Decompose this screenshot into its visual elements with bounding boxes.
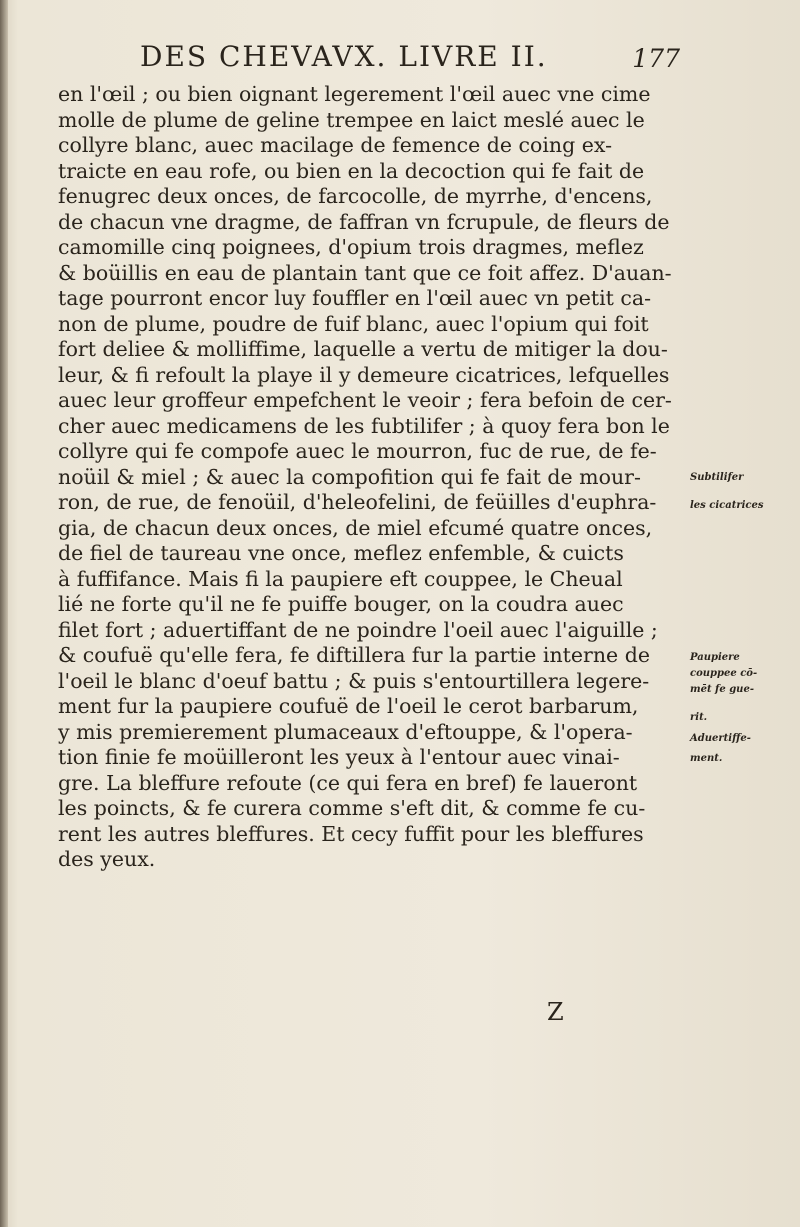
text-line: tage pourront encor luy fouffler en l'œil auec vn petit ca- bbox=[58, 286, 652, 310]
text-line: ment fur la paupiere coufuë de l'oeil le cerot barbarum, bbox=[58, 694, 639, 718]
text-line: ron, de rue, de fenoüil, d'heleofelini, de feüilles d'euphra- bbox=[58, 490, 657, 514]
text-line: y mis premierement plumaceaux d'eftouppe, & l'opera- bbox=[58, 719, 633, 744]
margin-note: les cicatrices bbox=[690, 500, 764, 511]
text-line: collyre qui fe compofe auec le mourron, fuc de rue, de fe- bbox=[58, 439, 657, 463]
text-line: & boüillis en eau de plantain tant que ce foit affez. D'auan- bbox=[58, 260, 672, 285]
margin-note: rit. bbox=[690, 712, 708, 723]
margin-note: ment. bbox=[690, 753, 723, 764]
text-line: de chacun vne dragme, de faffran vn fcrupule, de fleurs de bbox=[58, 209, 670, 234]
text-line: lié ne forte qu'il ne fe puiffe bouger, on la coudra auec bbox=[58, 592, 624, 616]
text-line: leur, & fi refoult la playe il y demeure cicatrices, lefquelles bbox=[58, 362, 670, 387]
text-line: les poincts, & fe curera comme s'eft dit, & comme fe cu- bbox=[58, 796, 646, 820]
signature-mark: Z bbox=[547, 998, 564, 1026]
page-gutter bbox=[0, 0, 8, 1227]
text-line: rent les autres bleffures. Et cecy fuffit pour les bleffures bbox=[58, 821, 644, 846]
text-line: traicte en eau rofe, ou bien en la decoction qui fe fait de bbox=[58, 158, 645, 183]
text-line: noüil & miel ; & auec la compofition qui fe fait de mour- bbox=[58, 464, 641, 489]
text-line: de fiel de taureau vne once, meflez enfemble, & cuicts bbox=[58, 541, 624, 565]
text-line: gre. La bleffure refoute (ce qui fera en bref) fe laueront bbox=[58, 770, 638, 795]
margin-note: Paupiere bbox=[690, 652, 740, 663]
margin-note: Aduertiffe- bbox=[690, 733, 751, 744]
running-head: DES CHEVAVX. LIVRE II. bbox=[140, 40, 548, 73]
text-line: des yeux. bbox=[58, 847, 156, 871]
text-line: l'oeil le blanc d'oeuf battu ; & puis s'entourtillera legere- bbox=[58, 668, 650, 693]
text-line: en l'œil ; ou bien oignant legerement l'œil auec vne cime bbox=[58, 82, 651, 106]
text-line: collyre blanc, auec macilage de femence de coing ex- bbox=[58, 133, 613, 157]
text-line: gia, de chacun deux onces, de miel efcumé quatre onces, bbox=[58, 515, 653, 540]
text-line: & coufuë qu'elle fera, fe diftillera fur la partie interne de bbox=[58, 643, 650, 667]
text-line: à fuffifance. Mais fi la paupiere eft couppee, le Cheual bbox=[58, 566, 623, 591]
text-line: molle de plume de geline trempee en laict meslé auec le bbox=[58, 107, 645, 132]
page-header bbox=[140, 40, 680, 76]
text-line: camomille cinq poignees, d'opium trois dragmes, meflez bbox=[58, 235, 644, 259]
page-number: 177 bbox=[632, 44, 680, 73]
margin-note: mēt fe gue- bbox=[690, 684, 754, 695]
text-line: fort deliee & molliffime, laquelle a vertu de mitiger la dou- bbox=[58, 337, 668, 361]
text-line: non de plume, poudre de fuif blanc, auec l'opium qui foit bbox=[58, 311, 649, 336]
text-line: filet fort ; aduertiffant de ne poindre l'oeil auec l'aiguille ; bbox=[58, 617, 658, 642]
margin-note: couppee cō- bbox=[690, 668, 758, 679]
text-line: tion finie fe moüilleront les yeux à l'entour auec vinai- bbox=[58, 745, 620, 769]
text-line: cher auec medicamens de les fubtilifer ; à quoy fera bon le bbox=[58, 413, 670, 438]
text-line: auec leur groffeur empefchent le veoir ; fera befoin de cer- bbox=[58, 388, 672, 412]
margin-note: Subtilifer bbox=[690, 472, 744, 483]
body-text bbox=[58, 82, 678, 873]
text-line: fenugrec deux onces, de farcocolle, de myrrhe, d'encens, bbox=[58, 184, 653, 208]
